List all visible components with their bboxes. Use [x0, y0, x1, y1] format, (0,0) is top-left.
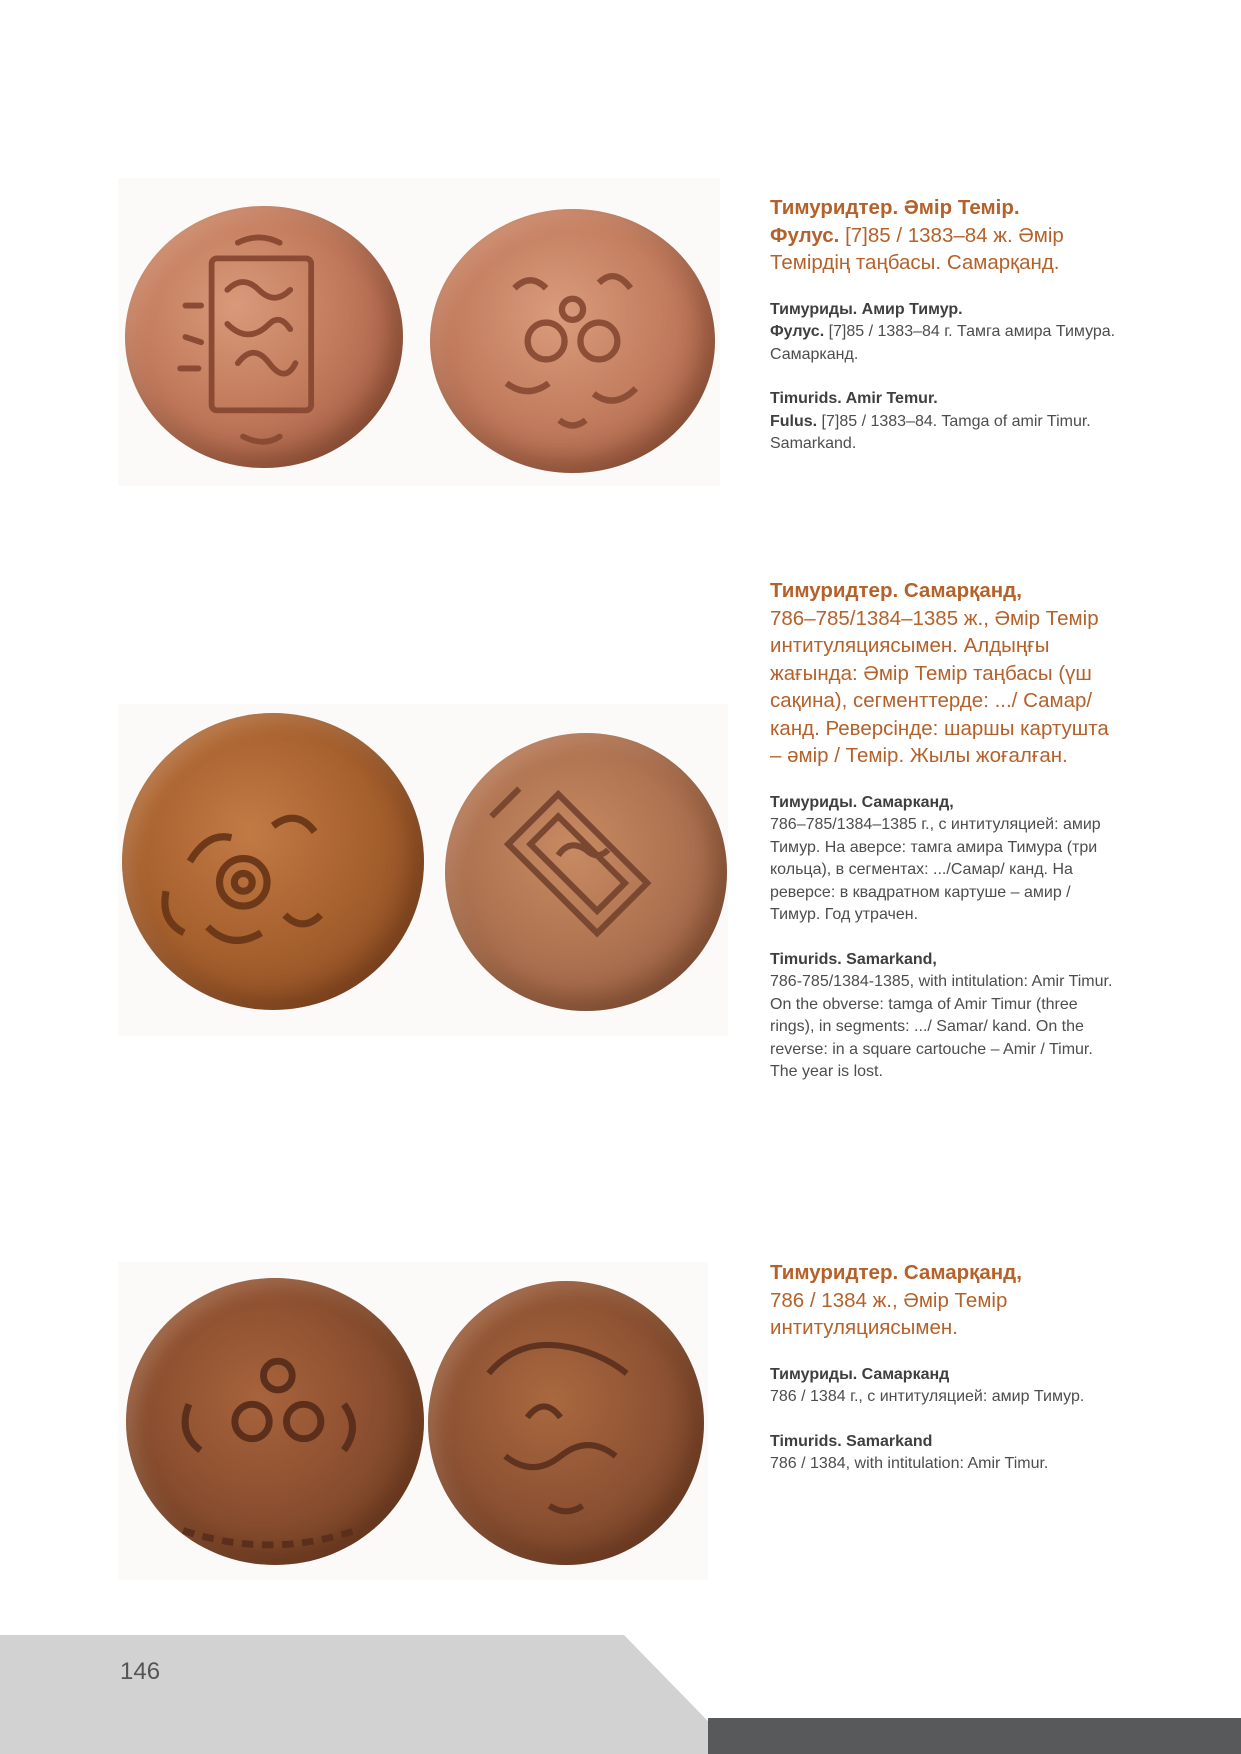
caption-kz — [770, 1259, 1120, 1342]
coin-reverse-3 — [428, 1281, 704, 1565]
coin-obverse-2 — [122, 713, 424, 1010]
three-rings-tamga-icon — [126, 1278, 424, 1565]
caption-ru — [770, 1364, 1120, 1409]
coin-reverse-2 — [445, 733, 727, 1011]
caption-ru — [770, 792, 1120, 927]
caption-ru-text: [7]85 / 1383–84 г. Тамга амира Тимура. Самарканд. — [770, 323, 1116, 363]
three-rings-tamga-icon — [122, 713, 424, 1010]
caption-kz-title: Тимуридтер. Әмір Темір. — [770, 196, 1020, 219]
caption-ru — [770, 299, 1120, 367]
inscription-marks-icon — [428, 1281, 704, 1565]
caption-entry-3 — [770, 1259, 1120, 1476]
caption-en-text: 786 / 1384, with intitulation: Amir Timur. — [770, 1455, 1049, 1472]
caption-en-text: 786-785/1384-1385, with intitulation: Amir Timur. On the obverse: tamga of Amir Timur (three rings), in segments: .../ Samar/ kand. On the reverse: in a square cartouche – Amir / Timur. The year is lost. — [770, 973, 1113, 1080]
square-cartouche-icon — [445, 733, 727, 1011]
caption-ru-text: 786–785/1384–1385 г., с интитуляцией: амир Тимур. На аверсе: тамга амира Тимура (три кольца), в сегментах: .../Самар/ канд. На реверсе: в квадратном картуше – амир / Тимур. Год утрачен. — [770, 816, 1101, 923]
caption-entry-1 — [770, 194, 1120, 456]
caption-en — [770, 949, 1120, 1084]
page-number: 146 — [120, 1658, 161, 1685]
caption-kz-text: 786–785/1384–1385 ж., Әмір Темір интитуляциясымен. Алдыңғы жағында: Әмір Темір таңбасы (үш сақина), сегменттерде: .../ Самар/ канд. Реверсінде: шаршы картушта – әмір / Темір. Жылы жоғалған. — [770, 606, 1109, 767]
caption-kz-text: 786 / 1384 ж., Әмір Темір интитуляциясымен. — [770, 1288, 1008, 1339]
caption-kz — [770, 194, 1120, 277]
caption-en-title: Timurids. Samarkand — [770, 1432, 933, 1450]
inscription-marks-icon — [125, 206, 403, 468]
footer-dark-bar — [708, 1718, 1241, 1754]
caption-en-title: Timurids. Amir Temur. — [770, 390, 938, 407]
caption-kz — [770, 577, 1120, 770]
caption-ru-title: Тимуриды. Самарканд, — [770, 793, 954, 811]
caption-kz-title: Тимуридтер. Самарқанд, — [770, 1261, 1022, 1284]
caption-ru-title: Тимуриды. Самарканд — [770, 1365, 950, 1383]
caption-ru-text: 786 / 1384 г., с интитуляцией: амир Тимур. — [770, 1388, 1085, 1405]
caption-ru-title: Тимуриды. Амир Тимур. — [770, 300, 963, 318]
caption-en-title: Timurids. Samarkand, — [770, 950, 937, 968]
caption-en — [770, 388, 1120, 456]
coin-reverse-1 — [430, 209, 715, 473]
caption-en-text: [7]85 / 1383–84. Tamga of amir Timur. Samarkand. — [770, 412, 1091, 452]
coin-obverse-3 — [126, 1278, 424, 1565]
coin-obverse-1 — [125, 206, 403, 468]
caption-entry-2 — [770, 577, 1120, 1084]
caption-kz-subtitle: Фулус. — [770, 223, 840, 247]
caption-ru-subtitle: Фулус. — [770, 323, 825, 340]
three-rings-tamga-icon — [430, 209, 715, 473]
caption-kz-title: Тимуридтер. Самарқанд, — [770, 579, 1022, 602]
caption-en — [770, 1431, 1120, 1476]
caption-en-subtitle: Fulus. — [770, 412, 818, 430]
caption-kz-text: [7]85 / 1383–84 ж. Әмір Темірдің таңбасы. Самарқанд. — [770, 223, 1064, 274]
